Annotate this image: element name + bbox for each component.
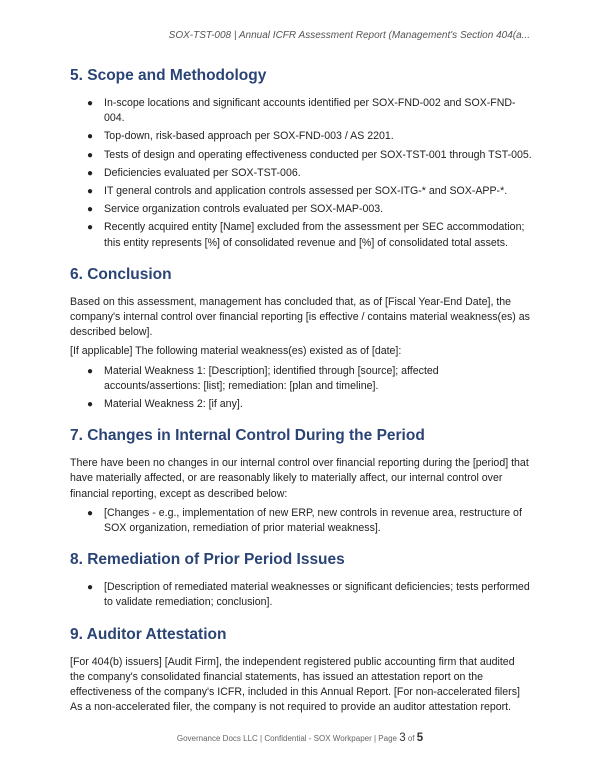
bullet-icon: ● [87, 365, 94, 377]
list-item: ● Service organization controls evaluated per SOX-MAP-003. [70, 202, 532, 217]
list-item: ● Tests of design and operating effectiveness conducted per SOX-TST-001 through TST-005. [70, 148, 532, 163]
bullet-icon: ● [87, 98, 94, 109]
running-header: SOX-TST-008 | Annual ICFR Assessment Report (Management's Section 404(a... [168, 30, 530, 41]
attestation-paragraph: [For 404(b) issuers] [Audit Firm], the independent registered public accounting firm that audited the company's consolidated financial statements, has issued an attestation report on the effectiveness of the company's ICFR, included in this Annual Report. [For non-accelerated filers] As a non-accelerated filer, the company is not required to provide an auditor attestation report. [70, 655, 520, 714]
bullet-icon: ● [87, 204, 94, 216]
list-item: ● [Changes - e.g., implementation of new ERP, new controls in revenue area, restructure of SOX organization, remediation of prior material weakness]. [87, 506, 522, 535]
material-weakness-list [70, 364, 532, 413]
document-body [70, 66, 532, 719]
list-item: ● Top-down, risk-based approach per SOX-FND-003 / AS 2201. [70, 129, 532, 144]
remediation-bullet-list [70, 580, 532, 610]
section-title-conclusion: 6. Conclusion [70, 265, 172, 283]
section-title-changes: 7. Changes in Internal Control During the Period [70, 427, 425, 445]
bullet-icon: ● [87, 399, 94, 411]
page-footer [0, 732, 600, 744]
bullet-icon: ● [87, 167, 94, 179]
bullet-icon: ● [87, 149, 94, 161]
section-title-remediation: 8. Remediation of Prior Period Issues [70, 551, 345, 569]
page-total: 5 [416, 732, 424, 744]
page-number: 3 [399, 732, 406, 744]
section-title-attestation: 9. Auditor Attestation [70, 625, 227, 643]
list-item: ● In-scope locations and significant accounts identified per SOX-FND-002 and SOX-FND-004. [87, 97, 516, 125]
conclusion-applicable-paragraph: [If applicable] The following material weakness(es) existed as of [date]: [70, 345, 402, 358]
list-item: ● [Description of remediated material weaknesses or significant deficiencies; tests performed to validate remediation; conclusion]. [87, 581, 530, 609]
list-item: ● Material Weakness 1: [Description]; identified through [source]; affected accounts/assertions: [list]; remediation: [plan and timeline]. [87, 364, 439, 392]
bullet-icon: ● [87, 507, 94, 519]
changes-paragraph: There have been no changes in our internal control over financial reporting during the [period] that have materially affected, or are reasonably likely to materially affect, our internal control over financial reporting, except as described below: [70, 457, 529, 500]
section-title-scope: 5. Scope and Methodology [70, 67, 267, 84]
list-item: ● Deficiencies evaluated per SOX-TST-006. [70, 166, 532, 181]
footer-of: of [405, 734, 417, 743]
bullet-icon: ● [87, 222, 94, 234]
list-item: ● IT general controls and application controls assessed per SOX-ITG-* and SOX-APP-*. [70, 184, 532, 199]
bullet-icon: ● [87, 582, 94, 594]
bullet-icon: ● [87, 186, 94, 198]
changes-bullet-list [70, 506, 532, 536]
conclusion-paragraph: Based on this assessment, management has concluded that, as of [Fiscal Year-End Date], the company's internal control over financial reporting [is effective / contains material weakness(es) as described below]. [70, 295, 530, 339]
footer-text: Governance Docs LLC | Confidential - SOX Workpaper | Page [176, 734, 400, 743]
scope-bullet-list [70, 96, 532, 251]
bullet-icon: ● [87, 131, 94, 143]
list-item: ● Material Weakness 2: [if any]. [70, 397, 532, 412]
list-item: ● Recently acquired entity [Name] excluded from the assessment per SEC accommodation; this entity represents [%] of consolidated revenue and [%] of consolidated total assets. [87, 221, 525, 249]
